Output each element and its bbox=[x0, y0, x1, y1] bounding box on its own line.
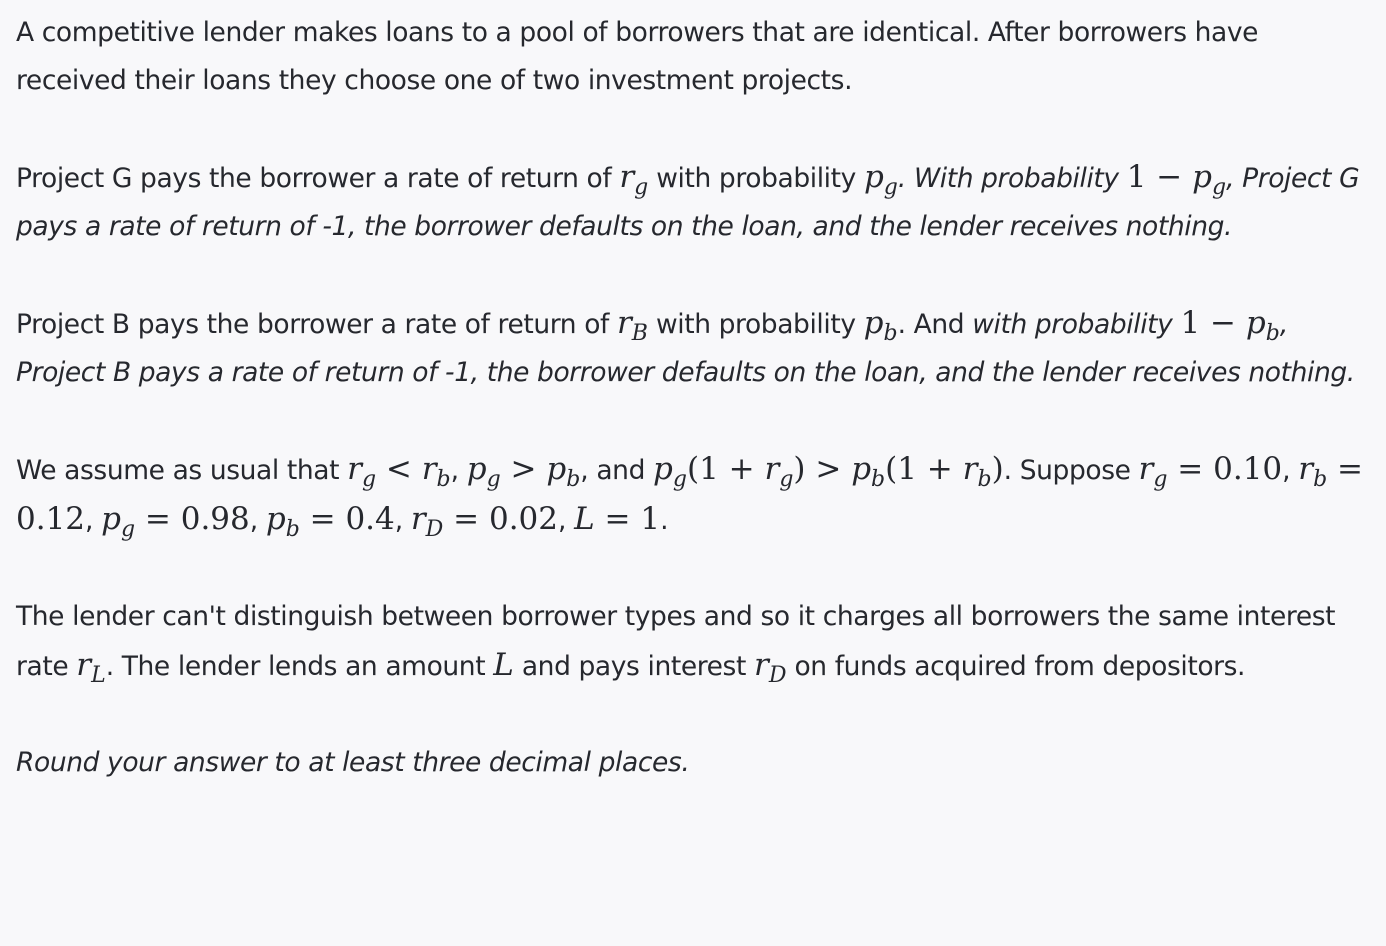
var-subscript: b bbox=[285, 517, 300, 542]
project-b-text-2: with probability bbox=[647, 309, 864, 340]
var-p: p bbox=[863, 305, 884, 341]
var-r: r bbox=[619, 159, 635, 195]
var-subscript: g bbox=[361, 467, 377, 492]
var-r: r bbox=[1138, 451, 1154, 487]
math-expression: ) bbox=[991, 451, 1004, 487]
intro-text: A competitive lender makes loans to a pool of borrowers that are identical. After borrowers have received their loans they choose one of two investment projects. bbox=[16, 17, 1259, 96]
var-subscript: g bbox=[486, 467, 501, 492]
project-g-text-3: . With probability bbox=[897, 163, 1127, 194]
var-subscript: g bbox=[672, 467, 687, 492]
var-subscript: g bbox=[634, 175, 649, 200]
var-p: p bbox=[863, 159, 884, 195]
var-subscript: b bbox=[436, 467, 451, 492]
assumptions-text-1: We assume as usual that bbox=[16, 455, 348, 486]
var-r: r bbox=[421, 451, 437, 487]
value-rd: = 0.02 bbox=[443, 501, 559, 537]
var-r: r bbox=[753, 647, 769, 683]
value-pb: = 0.4 bbox=[299, 501, 395, 537]
value-rg: = 0.10 bbox=[1167, 451, 1283, 487]
var-subscript: g bbox=[883, 175, 898, 200]
var-r: r bbox=[76, 647, 92, 683]
var-p: p bbox=[1245, 305, 1266, 341]
project-b-paragraph bbox=[16, 299, 1370, 397]
var-p: p bbox=[1192, 159, 1212, 195]
math-one-minus: 1 − bbox=[1126, 159, 1193, 195]
math-expression: ) > bbox=[793, 451, 852, 487]
project-b-text-3-italic: with probability bbox=[972, 309, 1181, 340]
var-subscript: g bbox=[779, 467, 794, 492]
var-L: L bbox=[574, 501, 595, 537]
project-b-text-3: . And bbox=[897, 309, 973, 340]
lender-paragraph bbox=[16, 593, 1370, 691]
var-r: r bbox=[1298, 451, 1314, 487]
rounding-instruction bbox=[16, 739, 1370, 787]
value-rb: = 0.12 bbox=[16, 451, 1363, 537]
project-g-text-2: with probability bbox=[648, 163, 864, 194]
var-subscript: b bbox=[566, 467, 581, 492]
var-subscript: b bbox=[977, 467, 992, 492]
var-subscript: b bbox=[871, 467, 886, 492]
var-subscript: g bbox=[120, 517, 136, 542]
var-subscript: L bbox=[91, 663, 106, 688]
var-subscript: D bbox=[425, 517, 444, 542]
var-r: r bbox=[616, 305, 632, 341]
math-expression: (1 + bbox=[885, 451, 963, 487]
lender-text-3: and pays interest bbox=[513, 651, 754, 682]
period: . bbox=[660, 505, 669, 536]
var-r: r bbox=[962, 451, 978, 487]
var-subscript: b bbox=[883, 321, 898, 346]
lender-text-4: on funds acquired from depositors. bbox=[786, 651, 1246, 682]
project-b-text-1: Project B pays the borrower a rate of return of bbox=[16, 309, 617, 340]
lender-text-1: The lender can't distinguish between borrower types and so it charges all borrowers the same interest rate bbox=[16, 601, 1336, 682]
value-pg: = 0.98 bbox=[135, 501, 250, 537]
math-one-minus: 1 − bbox=[1180, 305, 1246, 341]
project-g-paragraph bbox=[16, 153, 1370, 251]
var-subscript: B bbox=[631, 321, 648, 346]
var-p: p bbox=[653, 451, 673, 487]
math-operator: > bbox=[500, 451, 547, 487]
rounding-text: Round your answer to at least three decimal places. bbox=[16, 747, 690, 778]
project-b-text-4: , Project B pays a rate of return of -1, the borrower defaults on the loan, and the lender receives nothing. bbox=[16, 309, 1355, 388]
var-p: p bbox=[546, 451, 567, 487]
assumptions-text-suppose: . Suppose bbox=[1003, 455, 1139, 486]
var-p: p bbox=[101, 501, 121, 537]
assumptions-text-and: , and bbox=[580, 455, 654, 486]
project-g-text-4: , Project G pays a rate of return of -1, the borrower defaults on the loan, and the lender receives nothing. bbox=[16, 163, 1360, 242]
intro-paragraph bbox=[16, 9, 1370, 105]
project-g-text-1: Project G pays the borrower a rate of return of bbox=[16, 163, 620, 194]
math-expression: (1 + bbox=[686, 451, 765, 487]
var-r: r bbox=[347, 451, 362, 487]
var-subscript: b bbox=[1313, 467, 1328, 492]
var-subscript: b bbox=[1265, 321, 1280, 346]
var-subscript: g bbox=[1211, 175, 1227, 200]
var-subscript: g bbox=[1153, 467, 1168, 492]
lender-text-2: . The lender lends an amount bbox=[105, 651, 494, 682]
var-r: r bbox=[764, 451, 780, 487]
var-p: p bbox=[851, 451, 872, 487]
math-operator: < bbox=[376, 451, 422, 487]
var-subscript: D bbox=[768, 663, 787, 688]
assumptions-paragraph: We assume as usual that $r_g < r_b$, $p_g > p_b$, and $p_g(1 + r_g) > p_b(1 + r_b)$. Suppose $r_g = 0.10$, $r_b = 0.12$, $p_g = 0.98$, $p_b = 0.4$, $r_D = 0.02$, L = 1. bbox=[16, 451, 1363, 542]
var-L: L bbox=[493, 647, 514, 683]
value-L: = 1 bbox=[594, 501, 661, 537]
var-p: p bbox=[466, 451, 487, 487]
var-p: p bbox=[265, 501, 286, 537]
var-r: r bbox=[410, 501, 426, 537]
